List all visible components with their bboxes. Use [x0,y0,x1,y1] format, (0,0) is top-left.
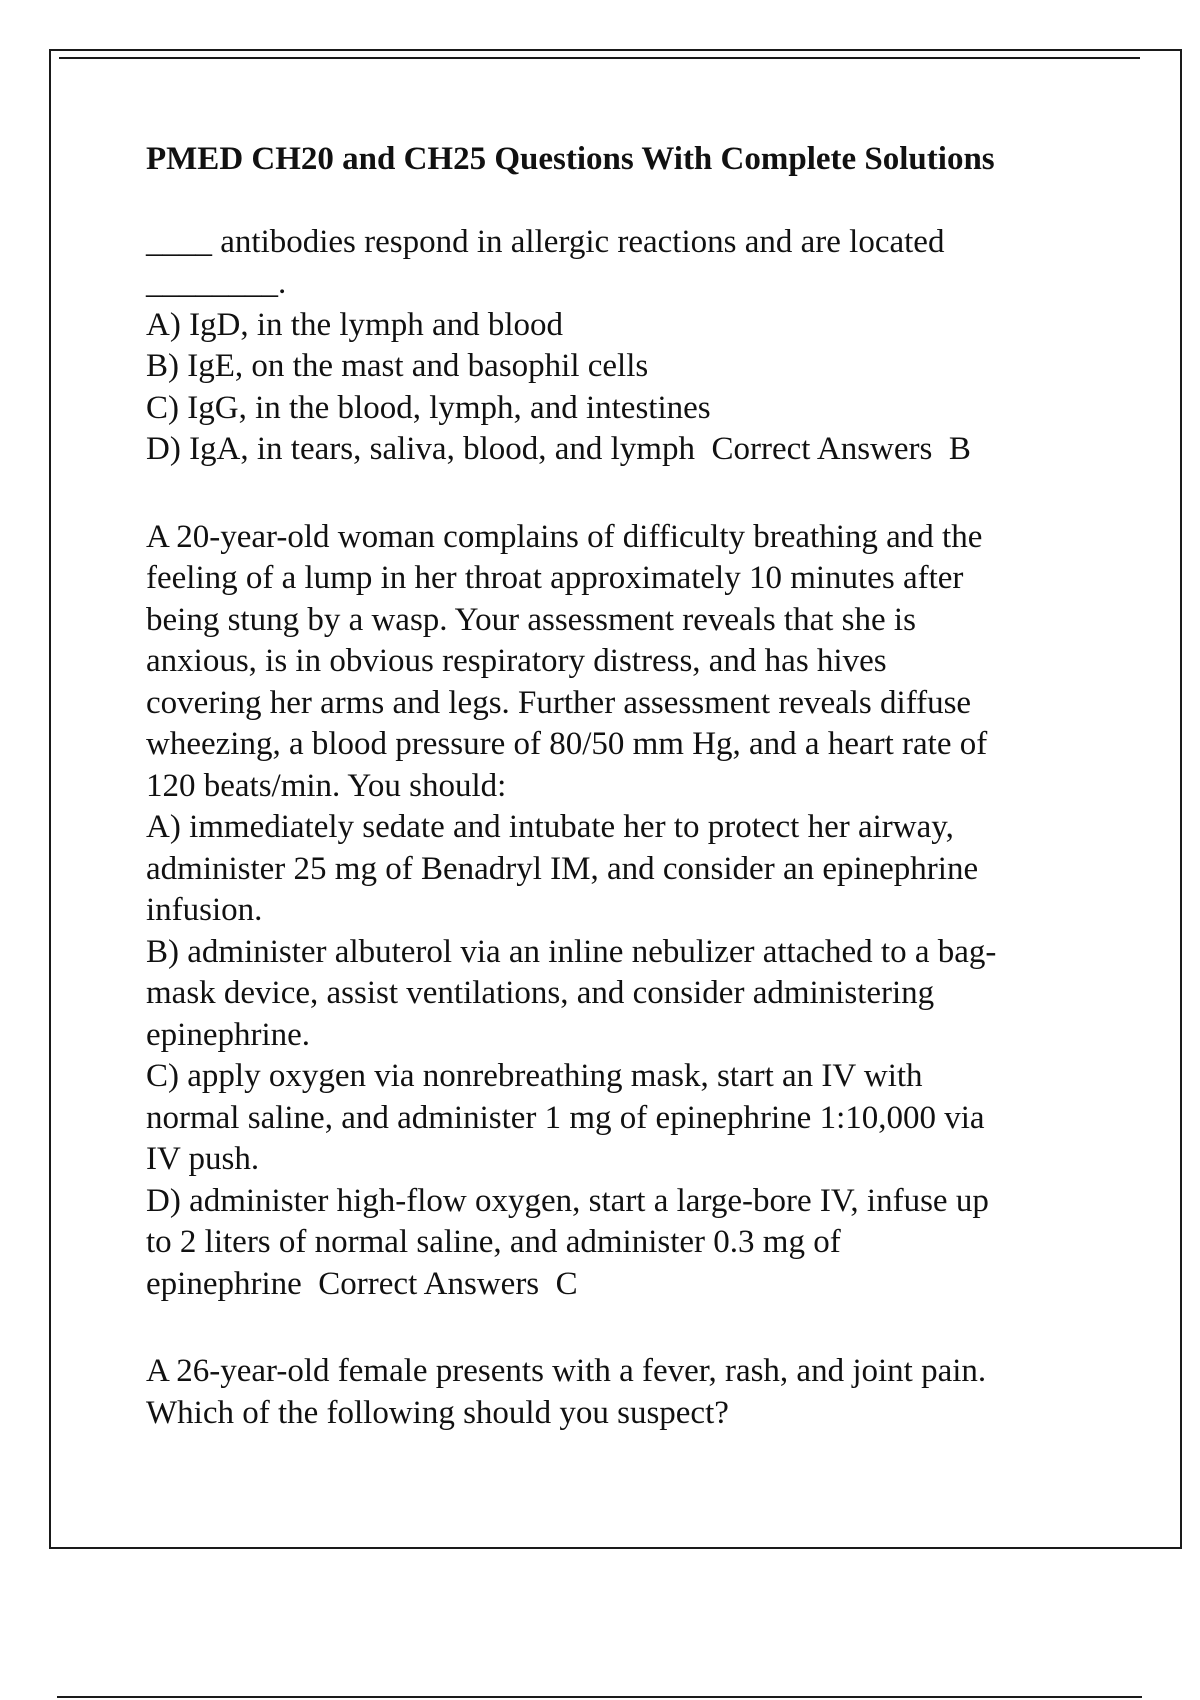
question-stem-line: feeling of a lump in her throat approximately 10 minutes after [146,560,964,597]
document-title: PMED CH20 and CH25 Questions With Complete Solutions [146,141,995,177]
question-stem-line: Which of the following should you suspect? [146,1394,729,1431]
answer-option: C) apply oxygen via nonrebreathing mask, start an IV with [146,1058,923,1095]
question-stem-line: being stung by a wasp. Your assessment reveals that she is [146,601,916,638]
answer-option: epinephrine [146,1265,302,1302]
answer-option: IV push. [146,1141,260,1178]
answer-option: to 2 liters of normal saline, and administer 0.3 mg of [146,1224,841,1261]
correct-answer: Correct Answers C [301,1265,578,1302]
question-stem-line: A 26-year-old female presents with a fever, rash, and joint pain. [146,1353,987,1390]
correct-answer: Correct Answers B [694,431,971,468]
top-rule [59,57,1140,59]
next-page-rule [57,1696,1142,1698]
answer-option: normal saline, and administer 1 mg of epinephrine 1:10,000 via [146,1099,985,1136]
answer-option-with-key [146,429,1086,471]
answer-option: infusion. [146,892,263,929]
question-stem-line: 120 beats/min. You should: [146,767,507,804]
question-stem-line: wheezing, a blood pressure of 80/50 mm Hg, and a heart rate of [146,726,988,763]
answer-option: D) IgA, in tears, saliva, blood, and lymph [146,431,695,468]
question-stem-line: ____ antibodies respond in allergic reactions and are located [146,223,945,260]
answer-option: D) administer high-flow oxygen, start a large-bore IV, infuse up [146,1182,989,1219]
question-stem-line: ________. [146,265,287,302]
question-stem-line: anxious, is in obvious respiratory distress, and has hives [146,643,887,680]
question-3 [146,1351,1086,1434]
answer-option: A) IgD, in the lymph and blood [146,306,564,343]
question-1 [146,222,1086,471]
question-stem-line: A 20-year-old woman complains of difficulty breathing and the [146,518,983,555]
document-content [146,140,1086,1480]
answer-option: administer 25 mg of Benadryl IM, and consider an epinephrine [146,850,979,887]
answer-option: epinephrine. [146,1016,311,1053]
answer-option: B) IgE, on the mast and basophil cells [146,348,649,385]
answer-option: A) immediately sedate and intubate her to protect her airway, [146,809,954,846]
answer-option: mask device, assist ventilations, and consider administering [146,975,935,1012]
answer-option: B) administer albuterol via an inline nebulizer attached to a bag- [146,933,997,970]
question-stem-line: covering her arms and legs. Further assessment reveals diffuse [146,684,972,721]
question-2 [146,517,1086,1306]
answer-option-with-key [146,1264,1086,1306]
answer-option: C) IgG, in the blood, lymph, and intestines [146,389,711,426]
